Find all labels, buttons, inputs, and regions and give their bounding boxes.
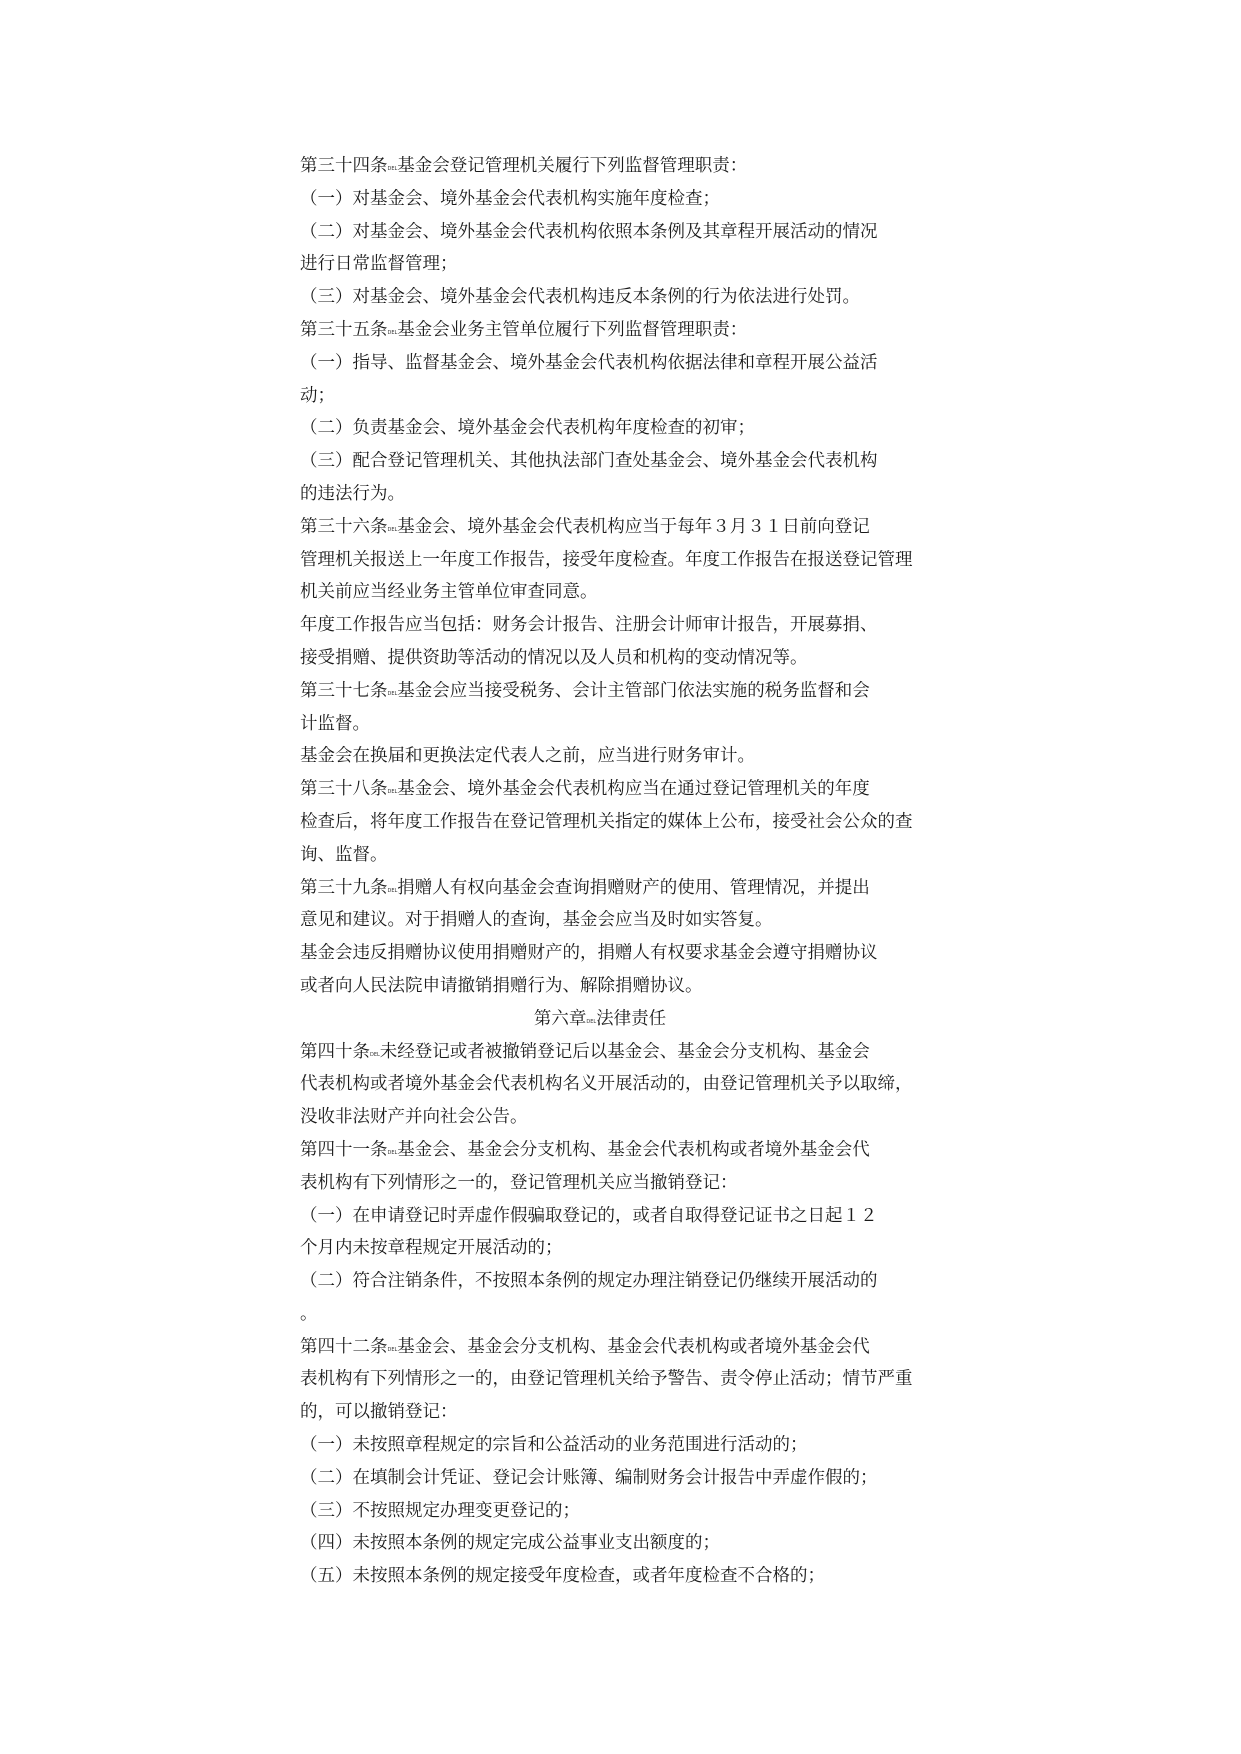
line-text: 没收非法财产并向社会公告。	[300, 1107, 528, 1128]
line-text: 动；	[300, 385, 335, 406]
line-text: 基金会登记管理机关履行下列监督管理职责：	[397, 156, 748, 176]
text-line	[300, 1134, 980, 1167]
line-text: 基金会、境外基金会代表机构应当于每年３月３１日前向登记	[397, 516, 870, 537]
text-line	[300, 380, 980, 413]
del-marker: DEL	[370, 1051, 380, 1058]
text-line	[300, 1429, 980, 1462]
line-text: 机关前应当经业务主管单位审查同意。	[300, 582, 598, 603]
line-text: （二）在填制会计凭证、登记会计账簿、编制财务会计报告中弄虚作假的；	[300, 1467, 878, 1488]
del-marker: DEL	[387, 690, 398, 697]
line-text: （五）未按照本条例的规定接受年度检查，或者年度检查不合格的；	[300, 1566, 825, 1587]
line-text: （三）不按照规定办理变更登记的；	[300, 1500, 580, 1521]
text-line	[300, 642, 980, 675]
line-text: 表机构有下列情形之一的，登记管理机关应当撤销登记：	[300, 1172, 738, 1193]
article-number: 第六章	[533, 1008, 587, 1029]
del-marker: DEL	[387, 526, 398, 533]
del-marker: DEL	[387, 1346, 398, 1353]
text-line	[300, 478, 980, 511]
line-text: 接受捐赠、提供资助等活动的情况以及人员和机构的变动情况等。	[300, 647, 808, 668]
line-text: （三）对基金会、境外基金会代表机构违反本条例的行为依法进行处罚。	[300, 287, 860, 308]
text-line	[300, 872, 980, 905]
line-text: 的，可以撤销登记：	[300, 1402, 458, 1423]
line-text: 基金会、基金会分支机构、基金会代表机构或者境外基金会代	[397, 1336, 870, 1357]
text-line	[300, 1232, 980, 1265]
text-line	[300, 314, 980, 347]
del-marker: DEL	[387, 329, 398, 336]
article-number: 第三十七条	[300, 680, 388, 701]
line-text: 基金会违反捐赠协议使用捐赠财产的，捐赠人有权要求基金会遵守捐赠协议	[300, 943, 878, 964]
text-line	[300, 1265, 980, 1298]
line-text: 基金会应当接受税务、会计主管部门依法实施的税务监督和会	[397, 680, 870, 701]
line-text: 意见和建议。对于捐赠人的查询，基金会应当及时如实答复。	[300, 910, 773, 931]
article-number: 第三十五条	[300, 319, 388, 340]
line-text: （四）未按照本条例的规定完成公益事业支出额度的；	[300, 1533, 720, 1554]
article-number: 第三十八条	[300, 779, 388, 800]
text-line	[300, 904, 980, 937]
line-text: 管理机关报送上一年度工作报告，接受年度检查。年度工作报告在报送登记管理	[300, 549, 913, 570]
text-line	[300, 1101, 980, 1134]
del-marker: DEL	[387, 166, 398, 172]
article-number: 第四十一条	[300, 1139, 388, 1160]
text-line	[300, 1036, 980, 1069]
text-line	[300, 1527, 980, 1560]
text-line	[300, 1396, 980, 1429]
text-line	[300, 1068, 980, 1101]
text-line	[300, 347, 980, 380]
line-text: （三）配合登记管理机关、其他执法部门查处基金会、境外基金会代表机构	[300, 451, 878, 472]
text-line	[300, 773, 980, 806]
line-text: 法律责任	[596, 1008, 667, 1029]
line-text: 表机构有下列情形之一的，由登记管理机关给予警告、责令停止活动；情节严重	[300, 1369, 913, 1390]
line-text: 检查后，将年度工作报告在登记管理机关指定的媒体上公布，接受社会公众的查	[300, 811, 913, 832]
text-line	[300, 937, 980, 970]
line-text: 基金会在换届和更换法定代表人之前，应当进行财务审计。	[300, 746, 755, 767]
text-line	[300, 970, 980, 1003]
article-number: 第四十条	[300, 1041, 370, 1062]
text-line	[300, 216, 980, 249]
article-number: 第四十二条	[300, 1336, 388, 1357]
article-number: 第三十四条	[300, 156, 388, 176]
text-line	[300, 1363, 980, 1396]
line-text: （一）对基金会、境外基金会代表机构实施年度检查；	[300, 188, 720, 209]
text-line	[300, 1298, 980, 1331]
del-marker: DEL	[387, 1149, 398, 1156]
text-line	[300, 150, 980, 183]
text-line	[300, 740, 980, 773]
line-text: 年度工作报告应当包括：财务会计报告、注册会计师审计报告，开展募捐、	[300, 615, 878, 636]
line-text: 个月内未按章程规定开展活动的；	[300, 1238, 563, 1259]
text-line	[300, 1167, 980, 1200]
line-text: 基金会、境外基金会代表机构应当在通过登记管理机关的年度	[397, 779, 870, 800]
text-line	[300, 511, 980, 544]
document-body	[300, 150, 980, 1593]
line-text: （二）对基金会、境外基金会代表机构依照本条例及其章程开展活动的情况	[300, 221, 878, 242]
text-line	[300, 412, 980, 445]
chapter-heading	[300, 1003, 980, 1036]
line-text: 进行日常监督管理；	[300, 254, 458, 275]
text-line	[300, 708, 980, 741]
text-line	[300, 183, 980, 216]
text-line	[300, 1495, 980, 1528]
line-text: （一）未按照章程规定的宗旨和公益活动的业务范围进行活动的；	[300, 1435, 808, 1456]
text-line	[300, 248, 980, 281]
text-line	[300, 839, 980, 872]
article-number: 第三十九条	[300, 877, 388, 898]
line-text: 。	[300, 1303, 318, 1324]
article-number: 第三十六条	[300, 516, 388, 537]
line-text: 计监督。	[300, 713, 370, 734]
line-text: 询、监督。	[300, 844, 388, 865]
line-text: 代表机构或者境外基金会代表机构名义开展活动的，由登记管理机关予以取缔，	[300, 1074, 913, 1095]
del-marker: DEL	[586, 1018, 597, 1025]
del-marker: DEL	[387, 789, 398, 796]
text-line	[300, 445, 980, 478]
line-text: （二）符合注销条件，不按照本条例的规定办理注销登记仍继续开展活动的	[300, 1271, 878, 1292]
line-text: 捐赠人有权向基金会查询捐赠财产的使用、管理情况，并提出	[397, 877, 870, 898]
del-marker: DEL	[387, 887, 398, 894]
text-line	[300, 1331, 980, 1364]
line-text: 的违法行为。	[300, 483, 405, 504]
text-line	[300, 576, 980, 609]
text-line	[300, 544, 980, 577]
text-line	[300, 675, 980, 708]
line-text: 未经登记或者被撤销登记后以基金会、基金会分支机构、基金会	[379, 1041, 870, 1062]
text-line	[300, 806, 980, 839]
text-line	[300, 281, 980, 314]
text-line	[300, 1462, 980, 1495]
line-text: （一）在申请登记时弄虚作假骗取登记的，或者自取得登记证书之日起１２	[300, 1205, 878, 1226]
line-text: （二）负责基金会、境外基金会代表机构年度检查的初审；	[300, 418, 755, 439]
line-text: 或者向人民法院申请撤销捐赠行为、解除捐赠协议。	[300, 975, 703, 996]
line-text: 基金会、基金会分支机构、基金会代表机构或者境外基金会代	[397, 1139, 870, 1160]
line-text: （一）指导、监督基金会、境外基金会代表机构依据法律和章程开展公益活	[300, 352, 878, 373]
line-text: 基金会业务主管单位履行下列监督管理职责：	[397, 319, 748, 340]
text-line	[300, 1560, 980, 1593]
text-line	[300, 609, 980, 642]
text-line	[300, 1200, 980, 1233]
